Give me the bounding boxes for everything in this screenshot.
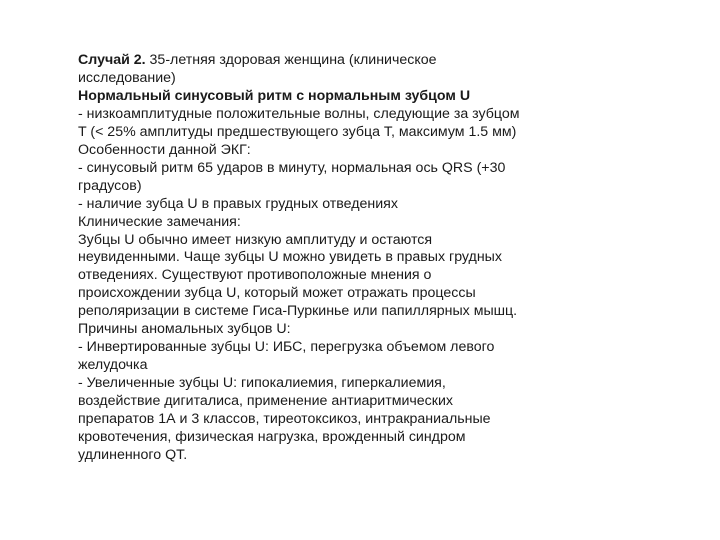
- features-item: - синусовый ритм 65 ударов в минуту, нормальная ось QRS (+30: [78, 159, 506, 176]
- causes-line: желудочка: [78, 357, 148, 374]
- features-title: Особенности данной ЭКГ:: [78, 141, 251, 158]
- causes-line: кровотечения, физическая нагрузка, врожденный синдром: [78, 429, 466, 446]
- case-number: Случай 2.: [78, 52, 146, 68]
- remarks-line: неувиденными. Чаще зубцы U можно увидеть в правых грудных: [78, 249, 502, 266]
- remarks-line: происхождении зубца U, который может отражать процессы: [78, 285, 476, 302]
- case-title-continuation: исследование): [78, 69, 176, 86]
- causes-line: воздействие дигиталиса, применение антиаритмических: [78, 393, 453, 410]
- case-text-block: [78, 52, 638, 465]
- remarks-title: Клинические замечания:: [78, 213, 241, 230]
- causes-title: Причины аномальных зубцов U:: [78, 321, 291, 338]
- causes-line: - Увеличенные зубцы U: гипокалиемия, гиперкалиемия,: [78, 375, 446, 392]
- causes-line: удлиненного QT.: [78, 446, 188, 463]
- features-item: градусов): [78, 177, 142, 194]
- remarks-line: Зубцы U обычно имеет низкую амплитуду и остаются: [78, 231, 433, 248]
- description-line: T (< 25% амплитуды предшествующего зубца T, максимум 1.5 мм): [78, 123, 517, 140]
- rhythm-heading: Нормальный синусовый ритм с нормальным зубцом U: [78, 87, 471, 104]
- case-title: 35-летняя здоровая женщина (клиническое: [145, 52, 437, 68]
- causes-line: - Инвертированные зубцы U: ИБС, перегрузка объемом левого: [78, 339, 495, 356]
- features-item: - наличие зубца U в правых грудных отведениях: [78, 195, 398, 212]
- remarks-line: реполяризации в системе Гиса-Пуркинье или папиллярных мышц.: [78, 303, 518, 320]
- description-line: - низкоамплитудные положительные волны, следующие за зубцом: [78, 105, 520, 122]
- causes-line: препаратов 1А и 3 классов, тиреотоксикоз, интракраниальные: [78, 411, 491, 428]
- case-title-line: [78, 52, 638, 70]
- remarks-line: отведениях. Существуют противоположные мнения о: [78, 267, 432, 284]
